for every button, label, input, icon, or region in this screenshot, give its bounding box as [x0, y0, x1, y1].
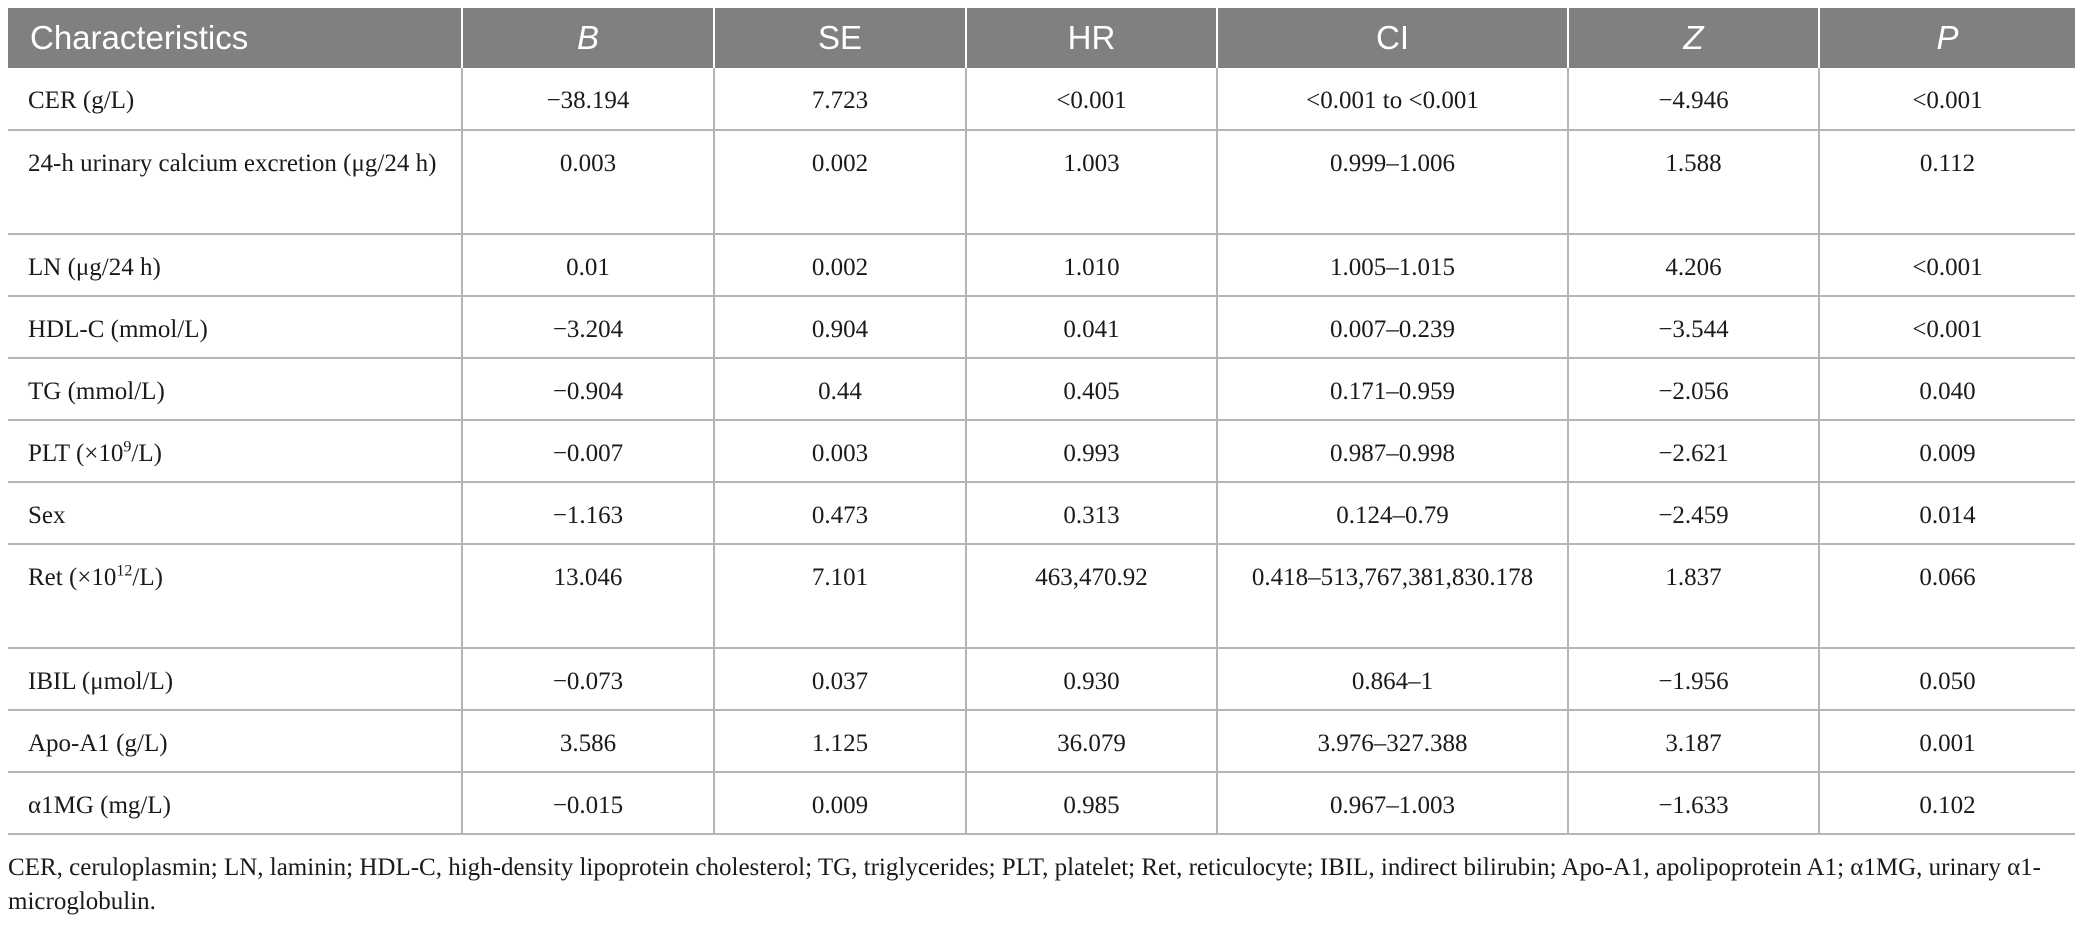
cell-b: −38.194	[462, 68, 714, 130]
cell-ci: 0.967–1.003	[1217, 772, 1568, 834]
cell-p: 0.066	[1819, 544, 2075, 648]
cell-z: −1.633	[1568, 772, 1819, 834]
table-row	[8, 296, 2075, 358]
cell-ci: 0.171–0.959	[1217, 358, 1568, 420]
cell-z: −2.056	[1568, 358, 1819, 420]
cell-p: 0.014	[1819, 482, 2075, 544]
cell-b: −0.015	[462, 772, 714, 834]
cell-z: −2.459	[1568, 482, 1819, 544]
cell-characteristic: α1MG (mg/L)	[8, 772, 462, 834]
cell-p: 0.112	[1819, 130, 2075, 234]
cell-p: 0.040	[1819, 358, 2075, 420]
cell-ci: 0.007–0.239	[1217, 296, 1568, 358]
cell-z: −4.946	[1568, 68, 1819, 130]
cell-characteristic: LN (μg/24 h)	[8, 234, 462, 296]
cell-characteristic: TG (mmol/L)	[8, 358, 462, 420]
cell-hr: 36.079	[966, 710, 1217, 772]
cell-b: 13.046	[462, 544, 714, 648]
label-superscript: 12	[116, 562, 133, 580]
cell-se: 0.037	[714, 648, 966, 710]
label-suffix: /L)	[132, 564, 163, 591]
header-hr: HR	[966, 8, 1217, 68]
cell-ci: 0.999–1.006	[1217, 130, 1568, 234]
cell-se: 0.44	[714, 358, 966, 420]
cell-hr: 1.010	[966, 234, 1217, 296]
cell-ci: <0.001 to <0.001	[1217, 68, 1568, 130]
cell-b: −1.163	[462, 482, 714, 544]
header-z: Z	[1568, 8, 1819, 68]
cell-b: −0.904	[462, 358, 714, 420]
cell-characteristic: HDL-C (mmol/L)	[8, 296, 462, 358]
cell-p: 0.001	[1819, 710, 2075, 772]
cell-ci: 0.418–513,767,381,830.178	[1217, 544, 1568, 648]
table-footnote: CER, ceruloplasmin; LN, laminin; HDL-C, high-density lipoprotein cholesterol; TG, triglycerides; PLT, platelet; Ret, reticulocyte; IBIL, indirect bilirubin; Apo-A1, apolipoprotein A1; α1MG, urinary α1-microglobulin.	[8, 854, 2042, 915]
cell-hr: 0.041	[966, 296, 1217, 358]
table-row	[8, 358, 2075, 420]
cell-z: 1.588	[1568, 130, 1819, 234]
cell-z: −1.956	[1568, 648, 1819, 710]
cell-ci: 0.987–0.998	[1217, 420, 1568, 482]
cell-p: <0.001	[1819, 68, 2075, 130]
cell-ci: 1.005–1.015	[1217, 234, 1568, 296]
cell-b: 3.586	[462, 710, 714, 772]
table-row	[8, 772, 2075, 834]
header-characteristics: Characteristics	[8, 8, 462, 68]
table-row	[8, 482, 2075, 544]
header-se: SE	[714, 8, 966, 68]
cell-ci: 3.976–327.388	[1217, 710, 1568, 772]
cell-se: 0.473	[714, 482, 966, 544]
label-suffix: /L)	[131, 440, 162, 467]
cell-z: 3.187	[1568, 710, 1819, 772]
cell-characteristic	[8, 420, 462, 482]
header-ci: CI	[1217, 8, 1568, 68]
cell-ci: 0.124–0.79	[1217, 482, 1568, 544]
table-row	[8, 710, 2075, 772]
cell-characteristic: Apo-A1 (g/L)	[8, 710, 462, 772]
cell-ci: 0.864–1	[1217, 648, 1568, 710]
cell-b: −3.204	[462, 296, 714, 358]
cell-b: 0.01	[462, 234, 714, 296]
cell-b: −0.007	[462, 420, 714, 482]
cell-se: 7.723	[714, 68, 966, 130]
cell-hr: 0.313	[966, 482, 1217, 544]
cell-z: −2.621	[1568, 420, 1819, 482]
cell-hr: <0.001	[966, 68, 1217, 130]
cell-se: 0.009	[714, 772, 966, 834]
table-row	[8, 68, 2075, 130]
cell-z: 4.206	[1568, 234, 1819, 296]
cell-se: 0.002	[714, 234, 966, 296]
cell-p: <0.001	[1819, 234, 2075, 296]
label-prefix: PLT (×10	[28, 440, 124, 467]
cell-p: 0.102	[1819, 772, 2075, 834]
cell-b: 0.003	[462, 130, 714, 234]
label-prefix: Ret (×10	[28, 564, 117, 591]
header-b: B	[462, 8, 714, 68]
cell-hr: 0.993	[966, 420, 1217, 482]
cell-hr: 0.930	[966, 648, 1217, 710]
regression-table	[8, 8, 2075, 835]
cell-z: 1.837	[1568, 544, 1819, 648]
table-row	[8, 544, 2075, 648]
header-p: P	[1819, 8, 2075, 68]
table-row	[8, 420, 2075, 482]
cell-se: 1.125	[714, 710, 966, 772]
cell-characteristic: CER (g/L)	[8, 68, 462, 130]
table-row	[8, 130, 2075, 234]
cell-hr: 1.003	[966, 130, 1217, 234]
cell-hr: 0.985	[966, 772, 1217, 834]
cell-se: 0.002	[714, 130, 966, 234]
table-row	[8, 648, 2075, 710]
cell-p: <0.001	[1819, 296, 2075, 358]
cell-characteristic	[8, 544, 462, 648]
cell-se: 0.003	[714, 420, 966, 482]
cell-b: −0.073	[462, 648, 714, 710]
cell-characteristic: IBIL (μmol/L)	[8, 648, 462, 710]
cell-se: 0.904	[714, 296, 966, 358]
regression-table-container	[8, 8, 2075, 835]
cell-hr: 463,470.92	[966, 544, 1217, 648]
header-row	[8, 8, 2075, 68]
cell-p: 0.050	[1819, 648, 2075, 710]
cell-hr: 0.405	[966, 358, 1217, 420]
cell-characteristic: Sex	[8, 482, 462, 544]
cell-characteristic: 24-h urinary calcium excretion (μg/24 h)	[8, 130, 462, 234]
table-row	[8, 234, 2075, 296]
cell-se: 7.101	[714, 544, 966, 648]
cell-z: −3.544	[1568, 296, 1819, 358]
cell-p: 0.009	[1819, 420, 2075, 482]
label-superscript: 9	[123, 438, 132, 456]
